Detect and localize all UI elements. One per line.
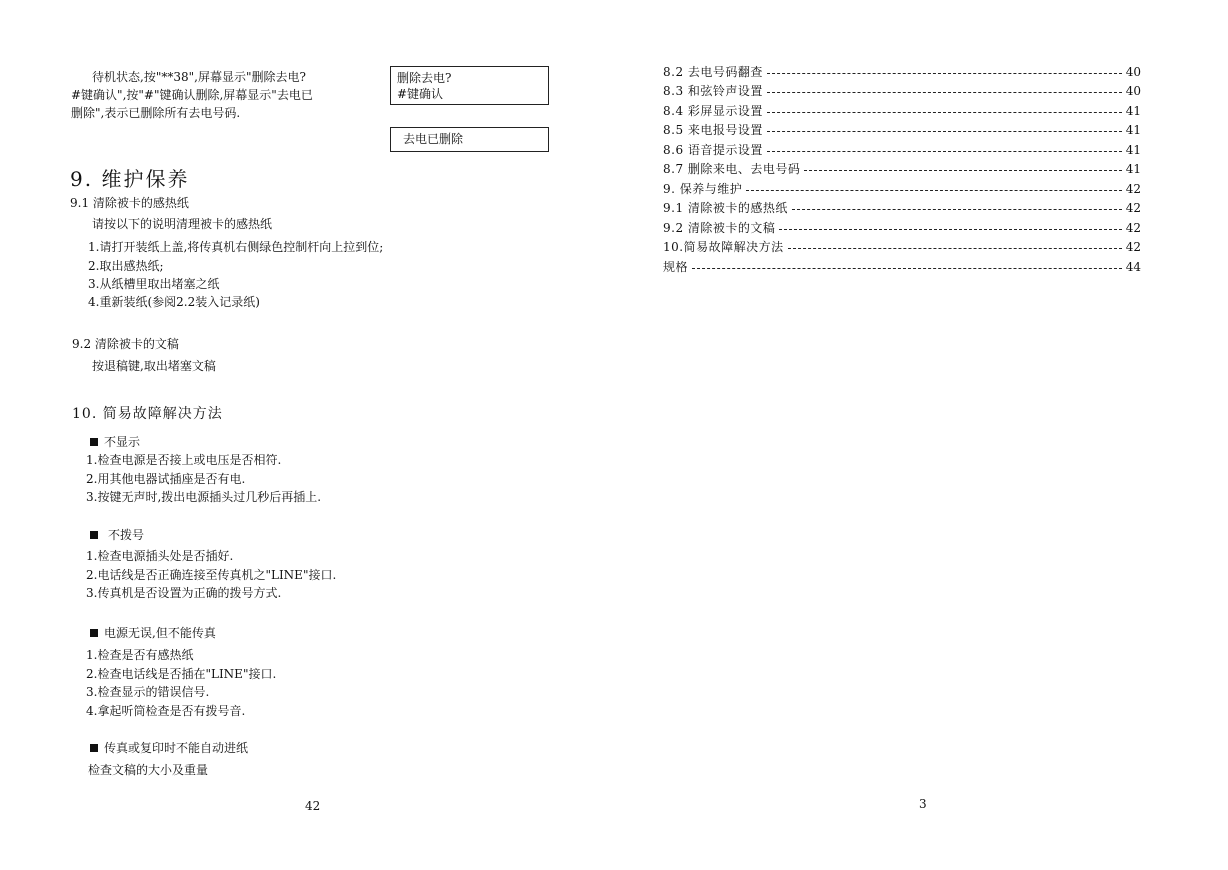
fault-group-title: 不拨号 [108, 528, 145, 542]
intro-line-3: 删除",表示已删除所有去电号码. [71, 106, 241, 120]
toc-leader [746, 190, 1121, 191]
intro-line-2: #键确认",按"#"键确认删除,屏幕显示"去电已 [71, 88, 313, 102]
toc-entry[interactable] [663, 82, 1141, 100]
left-page-number: 42 [305, 799, 321, 813]
section-9-1-step: 1.请打开装纸上盖,将传真机右侧绿色控制杆向上拉到位; [88, 240, 384, 254]
lcd-box-1-line-2: #键确认 [397, 87, 444, 101]
toc-entry-label: 8.6 语音提示设置 [663, 143, 763, 157]
toc-entry[interactable] [663, 63, 1141, 81]
toc-entry-label: 8.2 去电号码翻查 [663, 65, 763, 79]
lcd-display-box-2: 去电已删除 [390, 127, 549, 152]
toc-entry-page: 41 [1125, 143, 1141, 157]
section-10-heading: 10. 简易故障解决方法 [72, 406, 223, 422]
fault-item: 3.传真机是否设置为正确的拨号方式. [86, 586, 282, 600]
fault-group-no-feed [90, 740, 248, 756]
toc-entry-page: 42 [1125, 240, 1141, 254]
toc-entry-label: 8.7 删除来电、去电号码 [663, 162, 801, 176]
fault-item: 3.检查显示的错误信号. [86, 685, 210, 699]
toc-leader [767, 151, 1122, 152]
fault-item: 检查文稿的大小及重量 [88, 763, 209, 777]
fault-group-no-fax [90, 625, 216, 641]
toc-entry-page: 44 [1125, 260, 1141, 274]
toc-entry[interactable] [663, 238, 1141, 256]
fault-item: 2.用其他电器试插座是否有电. [86, 472, 246, 486]
toc-leader [767, 112, 1122, 113]
toc-entry-label: 8.5 来电报号设置 [663, 123, 763, 137]
toc-entry[interactable] [663, 121, 1141, 139]
square-bullet-icon [90, 438, 98, 446]
toc-entry-label: 规格 [663, 260, 689, 274]
toc-entry-label: 8.4 彩屏显示设置 [663, 104, 763, 118]
toc-entry-page: 41 [1125, 104, 1141, 118]
toc-entry-label: 9. 保养与维护 [663, 182, 743, 196]
fault-item: 2.电话线是否正确连接至传真机之"LINE"接口. [86, 568, 337, 582]
section-9-1-step: 4.重新装纸(参阅2.2装入记录纸) [88, 295, 260, 309]
section-9-heading: 9. 维护保养 [70, 167, 190, 191]
fault-item: 4.拿起听筒检查是否有拨号音. [86, 704, 246, 718]
fault-item: 1.检查电源是否接上或电压是否相符. [86, 453, 282, 467]
toc-leader [804, 170, 1121, 171]
toc-leader [779, 229, 1121, 230]
section-9-1-intro: 请按以下的说明清理被卡的感热纸 [92, 217, 273, 231]
toc-entry[interactable] [663, 219, 1141, 237]
square-bullet-icon [90, 744, 98, 752]
toc-entry-page: 40 [1125, 65, 1141, 79]
toc-entry-page: 41 [1125, 162, 1141, 176]
toc-leader [767, 92, 1122, 93]
fault-group-no-display [90, 434, 140, 450]
toc-leader [767, 73, 1122, 74]
toc-entry[interactable] [663, 141, 1141, 159]
toc-leader [692, 268, 1122, 269]
square-bullet-icon [90, 629, 98, 637]
fault-group-no-dial [90, 527, 144, 543]
lcd-box-1-line-1: 删除去电? [397, 71, 452, 85]
intro-line-1: 待机状态,按"**38",屏幕显示"删除去电? [92, 70, 306, 84]
toc-entry[interactable] [663, 180, 1141, 198]
right-page-number: 3 [919, 797, 927, 811]
fault-item: 2.检查电话线是否插在"LINE"接口. [86, 667, 277, 681]
toc-entry[interactable] [663, 102, 1141, 120]
toc-entry-label: 10.简易故障解决方法 [663, 240, 784, 254]
toc-entry-page: 42 [1125, 201, 1141, 215]
toc-leader [788, 248, 1122, 249]
toc-entry-label: 9.2 清除被卡的文稿 [663, 221, 776, 235]
fault-item: 3.按键无声时,拨出电源插头过几秒后再插上. [86, 490, 322, 504]
toc-entry-page: 42 [1125, 182, 1141, 196]
section-9-1-step: 3.从纸槽里取出堵塞之纸 [88, 277, 220, 291]
fault-group-title: 传真或复印时不能自动进纸 [104, 741, 249, 755]
section-9-1-step: 2.取出感热纸; [88, 259, 164, 273]
toc-leader [767, 131, 1122, 132]
toc-entry-label: 8.3 和弦铃声设置 [663, 84, 763, 98]
toc-entry-page: 41 [1125, 123, 1141, 137]
square-bullet-icon [90, 531, 98, 539]
lcd-display-box-1 [390, 66, 549, 105]
section-9-2-text: 按退稿键,取出堵塞文稿 [92, 359, 216, 373]
fault-group-title: 不显示 [104, 435, 141, 449]
fault-item: 1.检查电源插头处是否插好. [86, 549, 234, 563]
fault-item: 1.检查是否有感热纸 [86, 648, 194, 662]
toc-entry[interactable] [663, 199, 1141, 217]
toc-leader [792, 209, 1122, 210]
toc-entry[interactable] [663, 160, 1141, 178]
toc-entry-page: 42 [1125, 221, 1141, 235]
toc-entry-page: 40 [1125, 84, 1141, 98]
toc-entry[interactable] [663, 258, 1141, 276]
section-9-1-heading: 9.1 清除被卡的感热纸 [70, 196, 189, 210]
fault-group-title: 电源无误,但不能传真 [104, 626, 216, 640]
toc-entry-label: 9.1 清除被卡的感热纸 [663, 201, 788, 215]
section-9-2-heading: 9.2 清除被卡的文稿 [72, 337, 179, 351]
